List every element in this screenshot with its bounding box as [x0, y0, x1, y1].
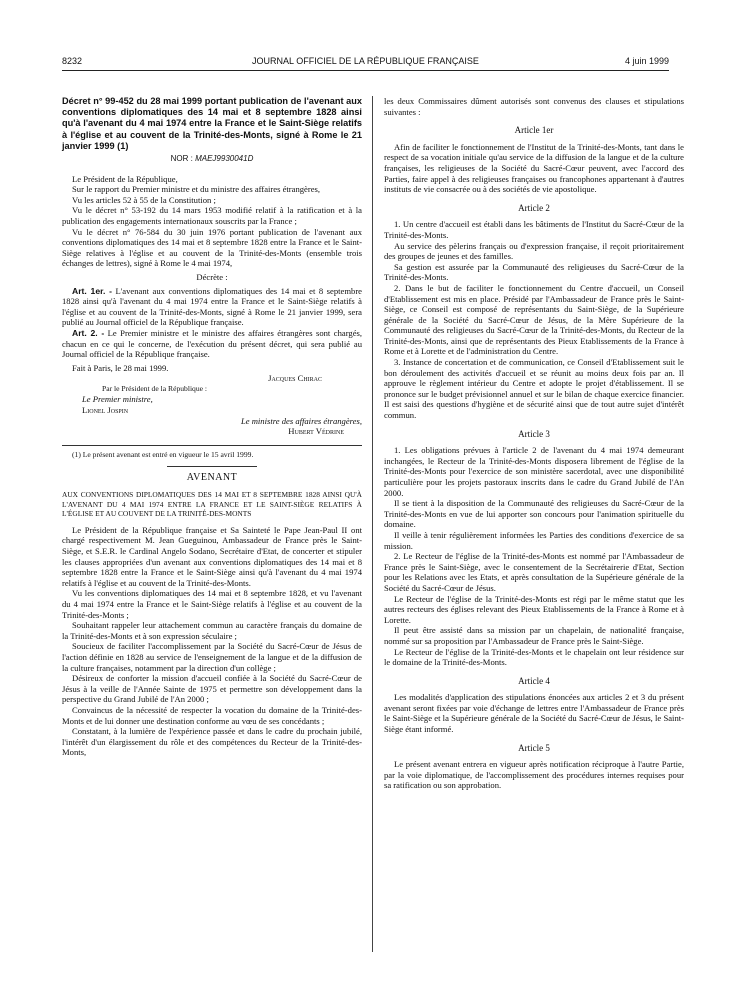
page-header: [62, 56, 669, 70]
nor-line: [62, 154, 362, 165]
par-president: Par le Président de la République :: [102, 383, 208, 393]
premier-ministre-signature: Lionel Jospin: [82, 405, 129, 416]
issue-date: 4 juin 1999: [624, 56, 669, 66]
column-divider: [372, 96, 373, 952]
article-2-paragraph: 3. Instance de concertation et de communication, ce Conseil d'Etablissement suit le bon déroulement des activités d'accueil et se réunit au moins deux fois par an. Il approuve le règlement intérieur du Centre et adopte le projet d'établissement. Il se prononce sur le budget prévisionnel annuel et sur le bilan de chaque exercice financier. Il est saisi des questions d'hygiène et de sécurité ainsi que de tout autre sujet d'intérêt commun.: [384, 357, 684, 421]
article-2-heading: Article 2: [518, 202, 550, 213]
avenant-preamble: [62, 525, 362, 758]
preamble-paragraph: Constatant, à la lumière de l'expérience passée et dans le cadre du prochain jubilé, l'intérêt d'un élargissement du rôle et des compétences du Recteur de la Trinité-des-Monts,: [62, 726, 362, 758]
decrete-heading: Décrète :: [196, 271, 228, 282]
avenant-heading: AVENANT: [186, 472, 238, 484]
preamble-paragraph: Désireux de conforter la mission d'accueil confiée à la Société du Sacré-Cœur de Jésus à la veille de l'Année Sainte de 1975 et permettre son développement dans la perspective du Grand Jubilé de l'An 2000 ;: [62, 673, 362, 705]
avenant-subtitle: AUX CONVENTIONS DIPLOMATIQUES DES 14 MAI ET 8 SEPTEMBRE 1828 AINSI QU'À L'AVENANT DU 4 MAI 1974 ENTRE LA FRANCE ET LE SAINT-SIÈGE RELATIFS À L'ÉGLISE ET AU COUVENT DE LA TRINITÉ-DES-MONTS: [62, 490, 362, 519]
article-2-label: Art. 2. -: [72, 327, 105, 338]
done-at: Fait à Paris, le 28 mai 1999.: [72, 362, 169, 373]
footnote-rule: [62, 445, 362, 446]
article-1-label: Art. 1er. -: [72, 285, 112, 296]
ministre-label: Le ministre des affaires étrangères,: [240, 415, 362, 426]
decree-paragraph: Sur le rapport du Premier ministre et du ministre des affaires étrangères,: [72, 184, 321, 195]
article-4-paragraph: Les modalités d'application des stipulations énoncées aux articles 2 et 3 du présent avenant seront fixées par voie d'échange de lettres entre l'Ambassadeur de France près le Saint-Siège et la Supérieure générale de la Société du Sacré-Cœur de Jésus, le Saint-Siège étant informé.: [384, 692, 684, 735]
article-5-paragraph: Le présent avenant entrera en vigueur après notification réciproque à l'autre Partie, par la voie diplomatique, de l'accomplissement des procédures internes requises pour sa ratification ou son approbation.: [384, 759, 684, 791]
page-number: 8232: [62, 56, 83, 66]
decree-title: Décret n° 99-452 du 28 mai 1999 portant publication de l'avenant aux conventions diplomatiques des 14 mai et 8 septembre 1828 ainsi qu'à l'avenant du 4 mai 1974 entre la France et le Saint-Siège relatifs à l'église et au couvent de la Trinité-des-Monts, signé à Rome le 21 janvier 1999 (1): [62, 96, 362, 151]
right-column: [384, 96, 684, 791]
article-2-paragraph: Au service des pèlerins français ou d'expression française, il reçoit prioritairement des groupes de jeunes et des familles.: [384, 240, 684, 262]
article-3-paragraph: Il veille à tenir régulièrement informées les Parties des conditions d'exercice de sa mission.: [384, 529, 684, 551]
article-3-paragraph: Le Recteur de l'église de la Trinité-des-Monts est régi par le même statut que les autres recteurs des églises relevant des Pieux Etablissements de la France à Rome et à Lorette.: [384, 593, 684, 625]
article-1-paragraph: Afin de faciliter le fonctionnement de l'Institut de la Trinité-des-Monts, tant dans le respect de sa vocation initiale qu'au service de la diffusion de la langue et de la culture françaises, les religieuses de la Société du Sacré-Cœur peuvent, avec l'accord des Parties, faire appel à des religieuses françaises ou francophones appartenant à d'autres instituts de vie consacrée ou à des sociétés de vie apostolique.: [384, 141, 684, 195]
article-5-heading: Article 5: [518, 742, 550, 753]
header-rule: [62, 70, 669, 71]
article-2-text: Le Premier ministre et le ministre des affaires étrangères sont chargés, chacun en ce qui le concerne, de l'exécution du présent décret, qui sera publié au Journal officiel de la République française.: [62, 327, 363, 360]
president-signature: Jacques Chirac: [268, 373, 322, 384]
nor-label: NOR :: [170, 154, 193, 164]
article-2: [62, 328, 362, 360]
right-intro: les deux Commissaires dûment autorisés sont convenus des clauses et stipulations suivantes :: [384, 96, 684, 117]
article-3-paragraph: Il peut être assisté dans sa mission par un chapelain, de nationalité française, nommé sur sa proposition par l'Ambassadeur de France près le Saint-Siège.: [384, 625, 684, 646]
preamble-paragraph: Souhaitant rappeler leur attachement commun au caractère français du domaine de la Trinité-des-Monts et à son expression séculaire ;: [62, 620, 362, 641]
article-1: [62, 286, 362, 328]
decree-paragraph: Le Président de la République,: [72, 173, 178, 184]
preamble-paragraph: Le Président de la République française et Sa Sainteté le Pape Jean-Paul II ont chargé respectivement M. Jean Gueguinou, Ambassadeur de France près le Saint-Siège, et S.E.R. le Cardinal Angelo Sodano, Secrétaire d'Etat, de concerter et stipuler les clauses appropriées d'un avenant aux conventions diplomatiques des 14 mai et 8 septembre 1828 entre la France et le Saint-Siège ainsi qu'à l'avenant du 4 mai 1974 relatifs à l'église et au couvent de la Trinité-des-Monts.: [62, 524, 362, 588]
nor-value: MAEJ9930041D: [195, 154, 254, 164]
footnote: (1) Le présent avenant est entré en vigueur le 15 avril 1999.: [72, 449, 254, 459]
preamble-paragraph: Soucieux de faciliter l'accomplissement par la Société du Sacré-Cœur de Jésus de l'action définie en 1828 au service de l'enseignement de la langue et de la diffusion de la culture françaises, notamment par la direction d'un collège ;: [62, 641, 362, 673]
premier-ministre-label: Le Premier ministre,: [82, 394, 153, 405]
journal-title: JOURNAL OFFICIEL DE LA RÉPUBLIQUE FRANÇAISE: [252, 56, 479, 66]
left-column: [62, 96, 362, 758]
decree-paragraph: Vu les articles 52 à 55 de la Constitution ;: [72, 194, 216, 205]
ministre-signature: Hubert Védrine: [288, 426, 344, 437]
preamble-paragraph: Vu les conventions diplomatiques des 14 mai et 8 septembre 1828, et vu l'avenant du 4 mai 1974 entre la France et le Saint-Siège relatifs à l'église et au couvent de la Trinité-des-Monts ;: [62, 588, 362, 620]
article-3-paragraph: Le Recteur de l'église de la Trinité-des-Monts et le chapelain ont leur résidence sur le domaine de la Trinité-des-Monts.: [384, 646, 684, 668]
article-2-paragraph: 1. Un centre d'accueil est établi dans les bâtiments de l'Institut du Sacré-Cœur de la Trinité-des-Monts.: [384, 219, 684, 240]
article-3-paragraph: 2. Le Recteur de l'église de la Trinité-des-Monts est nommé par l'Ambassadeur de France près le Saint-Siège, avec le consentement de la Secrétairerie d'Etat, Section pour les Relations avec les Etats, et après consultation de la Supérieure générale de la Société du Sacré-Cœur de Jésus.: [384, 551, 684, 593]
article-2-paragraph: 2. Dans le but de faciliter le fonctionnement du Centre d'accueil, un Conseil d'Etablissement est mis en place. Présidé par l'Ambassadeur de France près le Saint-Siège, ce Conseil est composé de représentants du Saint-Siège, de la Supérieure générale de la Société du Sacré-Cœur de Jésus, de la Mère Supérieure de la Communauté des religieuses du Sacré-Cœur de la Trinité-des-Monts, du Recteur de la Trinité-des-Monts, ainsi que de représentants des Pieux Etablissements de la France à Rome et à Lorette et de l'administration du Centre.: [384, 282, 684, 357]
decree-paragraph: Vu le décret n° 76-584 du 30 juin 1976 portant publication de l'avenant aux conventions diplomatiques des 14 mai et 8 septembre 1828 entre la France et le Saint-Siège relatives à l'église et au couvent de la Trinité-des-Monts (ensemble trois échanges de lettres), signé à Rome le 4 mai 1974,: [62, 226, 362, 269]
preamble-paragraph: Convaincus de la nécessité de respecter la vocation du domaine de la Trinité-des-Monts et de lui donner une destination conforme au vœu de ses concédants ;: [62, 704, 362, 726]
decree-paragraph: Vu le décret n° 53-192 du 14 mars 1953 modifié relatif à la ratification et à la publication des engagements internationaux souscrits par la France ;: [62, 205, 362, 226]
article-2-paragraph: Sa gestion est assurée par la Communauté des religieuses du Sacré-Cœur de la Trinité-des-Monts.: [384, 261, 684, 283]
separator-rule: [167, 466, 257, 467]
article-3-heading: Article 3: [518, 428, 550, 439]
article-1-text: L'avenant aux conventions diplomatiques des 14 mai et 8 septembre 1828 ainsi qu'à l'avenant du 4 mai 1974 entre la France et le Saint-Siège relatifs à l'église et au couvent de la Trinité-des-Monts, signé à Rome le 21 janvier 1999, sera publié au Journal officiel de la République française.: [62, 285, 362, 328]
article-3-paragraph: 1. Les obligations prévues à l'article 2 de l'avenant du 4 mai 1974 demeurant inchangées, le Recteur de la Trinité-des-Monts disposera librement de l'église de la Trinité-des-Monts pour l'exercice de son ministère sacerdotal, avec une disponibilité particulière pour les projets pastoraux inscrits dans le cadre du Grand Jubilé de l'An 2000.: [384, 445, 684, 498]
article-4-heading: Article 4: [518, 675, 550, 686]
article-3-paragraph: Il se tient à la disposition de la Communauté des religieuses du Sacré-Cœur de la Trinité-des-Monts en vue de lui apporter son concours pour l'animation spirituelle du domaine.: [384, 498, 684, 530]
article-1-heading: Article 1er: [514, 125, 554, 136]
